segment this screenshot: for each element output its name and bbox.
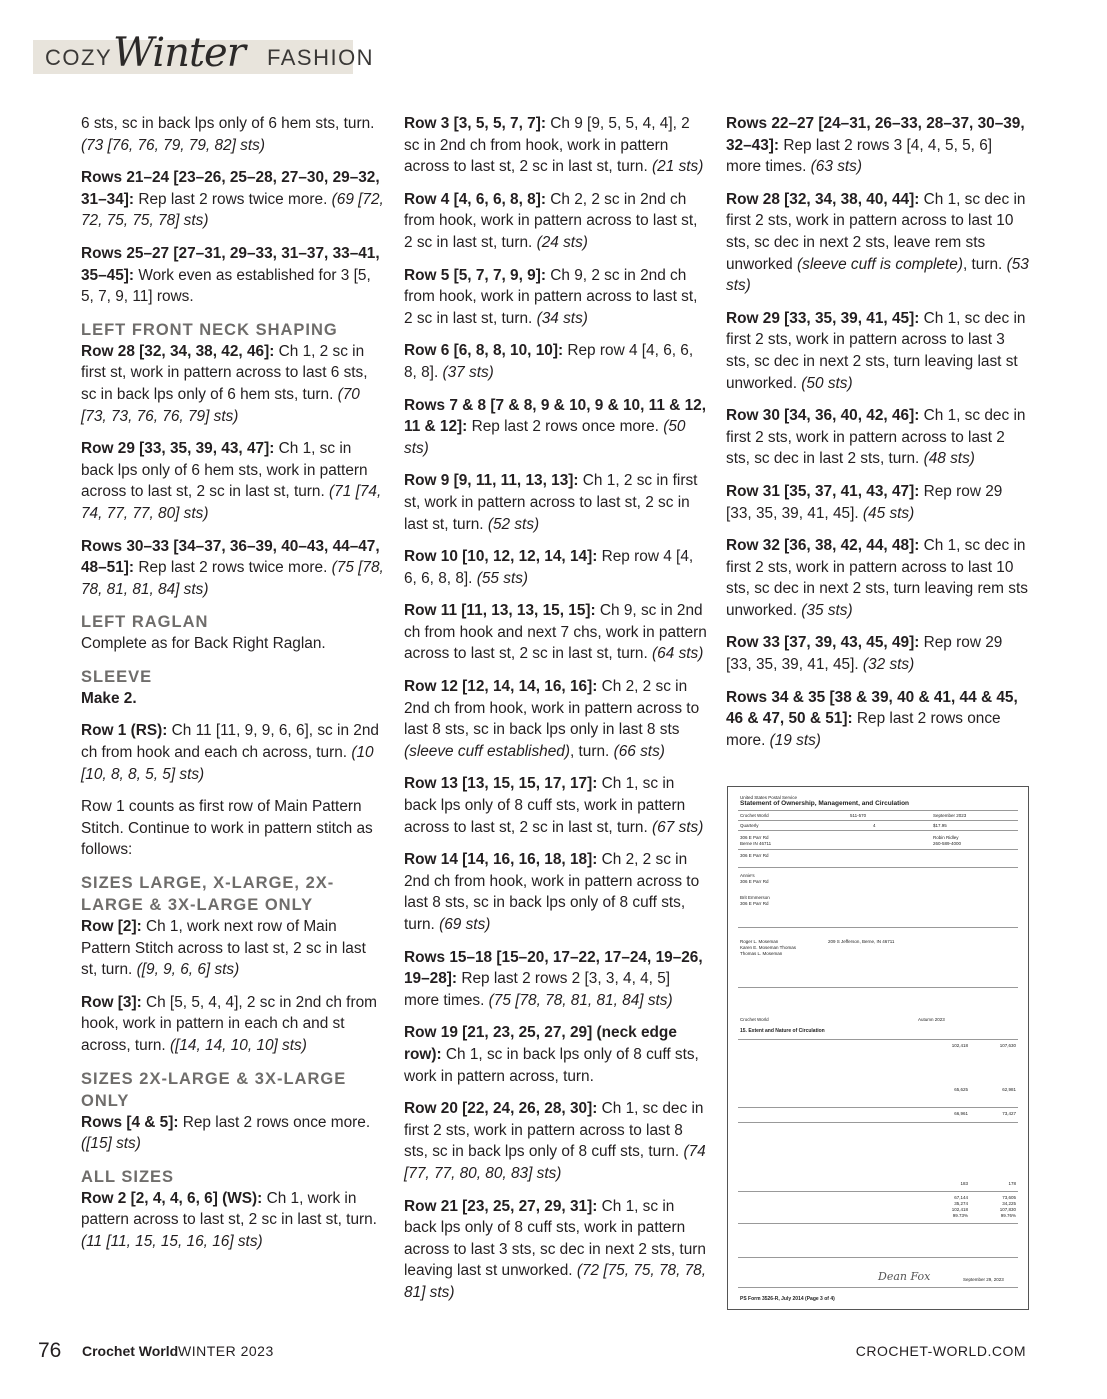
form-hq-address: 306 E Parr Rd: [740, 853, 769, 858]
form-contact: Robin Ridley: [933, 835, 959, 840]
form-owner-address: 209 S Jefferson, Berne, IN 46711: [828, 939, 895, 944]
stitch-count: (69 [72, 72, 75, 75, 78] sts): [81, 190, 384, 230]
stitch-count: (sleeve cuff established): [404, 742, 570, 760]
section-heading: ALL SIZES: [81, 1167, 175, 1186]
row-label: Row 20 [22, 24, 26, 28, 30]:: [404, 1100, 598, 1118]
row-label: Rows 15–18 [15–20, 17–22, 17–24, 19–26, 19–28]:: [404, 948, 703, 988]
stitch-count: (67 sts): [652, 818, 704, 836]
pattern-row: [726, 113, 1031, 178]
row-text: Rep last 2 rows twice more.: [134, 190, 332, 208]
stitch-count: (45 sts): [862, 504, 915, 522]
stitch-count: (10 [10, 8, 8, 5, 5] sts): [81, 744, 374, 783]
form-id: PS Form 3526-R, July 2014 (Page 3 of 4): [740, 1296, 835, 1302]
website: CROCHET-WORLD.COM: [855, 1343, 1026, 1359]
stitch-count: (sleeve cuff is complete): [797, 255, 963, 273]
pct-2: 99.76%: [1000, 1213, 1016, 1218]
pattern-row: [404, 676, 709, 762]
stitch-count: (32 sts): [862, 656, 915, 674]
form-owner-1: Roger L. Moseman: [740, 939, 779, 944]
form-pub-number: 511-570: [850, 813, 867, 818]
stitch-count: (19 sts): [769, 731, 821, 749]
form-filing-date: September 2023: [933, 813, 967, 818]
row-text: Row 1 counts as first row of Main Pattern Stitch. Continue to work in pattern stitch as follows:: [81, 798, 373, 859]
stitch-count: (75 [78, 78, 81, 81, 84] sts): [488, 991, 673, 1009]
row-text: Ch 1, sc in back lps only of 8 cuff sts, work in pattern across to last st, 2 sc in last st, turn.: [404, 775, 686, 836]
banner-winter: Winter: [113, 30, 245, 76]
column-3: [726, 113, 1031, 762]
row-text: Ch 1, work next row of Main Pattern Stitch across to last st, 2 sc in last st, turn.: [81, 918, 366, 979]
row-text: Rep last 2 rows once more.: [467, 418, 664, 436]
pattern-row: [81, 1188, 386, 1253]
row-text: Ch 11 [11, 9, 9, 6, 6], sc in 2nd ch from hook and each ch across, turn.: [81, 722, 379, 762]
row-label: Rows 30–33 [34–37, 36–39, 40–43, 44–47, 48–51]:: [81, 537, 380, 577]
row-text: Rep row 4 [4, 6, 6, 8, 8].: [404, 548, 694, 587]
num-g-1: 102,418: [951, 1207, 968, 1212]
num-e-2: 73,605: [1002, 1195, 1016, 1200]
pattern-row: [81, 438, 386, 524]
row-text: Ch 1, sc dec in first 2 sts, work in pattern across to last 2 sts, sc dec in last 2 sts, turn.: [726, 407, 1026, 468]
form-pub-title: Crochet World: [740, 813, 769, 818]
pattern-row: [404, 600, 709, 665]
row-label: Row 9 [9, 11, 11, 13, 13]:: [404, 472, 579, 490]
num-b-1: 65,625: [954, 1087, 968, 1092]
row-text: Rep last 2 rows 3 [4, 4, 5, 5, 6] more times.: [726, 136, 993, 176]
pattern-row: [726, 687, 1031, 752]
pattern-row: [81, 796, 386, 861]
pattern-row: [404, 395, 709, 460]
column-2: [404, 113, 709, 1315]
form-issues: 4: [873, 823, 876, 828]
stitch-count: (50 sts): [801, 374, 853, 392]
pattern-row: [81, 243, 386, 308]
row-label: Row 6 [6, 8, 8, 10, 10]:: [404, 342, 564, 360]
form-sig-date: September 29, 2023: [963, 1277, 1004, 1282]
row-text: Ch 2, 2 sc in 2nd ch from hook, work in pattern across to last 8 sts, sc in back lps only in last 8 sts: [404, 678, 700, 739]
pattern-row: [81, 341, 386, 427]
num-c-1: 66,961: [954, 1111, 968, 1116]
row-label: Rows 34 & 35 [38 & 39, 40 & 41, 44 & 45, 46 & 47, 50 & 51]:: [726, 688, 1018, 728]
num-c-2: 73,427: [1002, 1111, 1016, 1116]
row-text: 6 sts, sc in back lps only of 6 hem sts, turn.: [81, 115, 375, 132]
column-1: [81, 113, 386, 1264]
row-label: Rows 22–27 [24–31, 26–33, 28–37, 30–39, 32–43]:: [726, 115, 1025, 154]
row-text: Rep last 2 rows once more.: [178, 1113, 371, 1131]
num-d-2: 178: [1008, 1181, 1016, 1186]
row-text: Ch 1, sc dec in first 2 sts, work in pattern across to last 10 sts, sc dec in next 2 sts, turn leaving rem sts unworked.: [726, 537, 1028, 619]
pattern-row: [726, 481, 1031, 524]
pattern-row: [404, 773, 709, 838]
pattern-row: [726, 189, 1031, 297]
pattern-row: [404, 1196, 709, 1304]
row-text: Rep row 29 [33, 35, 39, 41, 45].: [726, 482, 1003, 522]
stitch-count: ([15] sts): [81, 1135, 141, 1153]
row-text: Rep row 29 [33, 35, 39, 41, 45].: [726, 634, 1003, 674]
row-label: Row 14 [14, 16, 16, 18, 18]:: [404, 851, 598, 869]
magazine-name: Crochet World: [82, 1343, 179, 1359]
form-issue-date: Autumn 2023: [918, 1017, 945, 1022]
row-label: Row 28 [32, 34, 38, 42, 46]:: [81, 342, 275, 360]
section-heading: SIZES LARGE, X-LARGE, 2X-LARGE & 3X-LARGE ONLY: [81, 874, 335, 915]
issue-name: WINTER 2023: [178, 1343, 274, 1359]
pattern-row: [81, 916, 386, 981]
stitch-count: (73 [76, 76, 79, 79, 82] sts): [81, 136, 265, 154]
stitch-count: (50 sts): [404, 418, 686, 457]
stitch-count: (52 sts): [487, 515, 540, 533]
row-label: Row 11 [11, 13, 13, 15, 15]:: [404, 602, 596, 620]
pattern-row: [726, 632, 1031, 675]
banner-cozy: COZY: [45, 45, 113, 70]
pattern-row: [404, 1022, 709, 1087]
row-text: Ch 1, sc dec in first 2 sts, work in pattern across to last 10 sts, sc dec in next 2 sts, leave rem sts unworked: [726, 190, 1026, 273]
page-number: 76: [38, 1339, 62, 1362]
row-text: Ch 1, 2 sc in first st, work in pattern across to last st, 2 sc in last st, turn.: [404, 472, 698, 533]
form-frequency: Quarterly: [740, 823, 759, 828]
form-phone: 260-589-4000: [933, 841, 962, 846]
row-label: Row 30 [34, 36, 40, 42, 46]:: [726, 407, 920, 425]
row-text: Complete as for Back Right Raglan.: [81, 635, 326, 653]
stitch-count: (11 [11, 15, 15, 16, 16] sts): [81, 1232, 263, 1250]
stitch-count: (71 [74, 74, 77, 77, 80] sts): [81, 483, 382, 522]
row-text: Ch 1, sc in back lps only of 6 hem sts, work in pattern across to last st, 2 sc in last st, turn.: [81, 440, 368, 501]
pattern-row: [726, 308, 1031, 394]
row-text: Rep last 2 rows 2 [3, 3, 4, 4, 5] more times.: [404, 970, 671, 1009]
row-text: Rep last 2 rows twice more.: [134, 559, 332, 577]
pattern-row: [81, 720, 386, 785]
banner-fashion: FASHION: [267, 45, 375, 70]
section-heading: SIZES 2X-LARGE & 3X-LARGE ONLY: [81, 1069, 347, 1110]
row-label: Row 12 [12, 14, 14, 16, 16]:: [404, 678, 598, 696]
row-label: Row 29 [33, 35, 39, 41, 45]:: [726, 309, 920, 327]
pct-1: 99.73%: [952, 1213, 968, 1218]
pattern-row: [81, 1112, 386, 1155]
pattern-row: [81, 536, 386, 601]
form-editor: Brit Emmerson: [740, 895, 770, 900]
row-text: Work even as established for 3 [5, 5, 7, 9, 11] rows.: [81, 266, 371, 306]
row-text: Ch 1, sc in back lps only of 8 cuff sts, work in pattern across to last 3 sts, sc dec in next 2 sts, turn leaving last st unworked.: [404, 1197, 706, 1280]
stitch-count: (70 [73, 73, 76, 76, 79] sts): [81, 385, 360, 425]
pattern-row: [404, 113, 709, 178]
row-label: Row 29 [33, 35, 39, 43, 47]:: [81, 440, 275, 458]
row-text: Ch 9, 2 sc in 2nd ch from hook, work in pattern across to last st, 2 sc in last st, turn.: [404, 266, 698, 327]
stitch-count: (64 sts): [652, 645, 704, 663]
row-text: Ch 1, work in pattern across to last st, 2 sc in last st, turn.: [81, 1189, 377, 1229]
pattern-row: [404, 265, 709, 330]
row-label: Row 32 [36, 38, 42, 44, 48]:: [726, 537, 920, 555]
pattern-row: [81, 633, 386, 655]
row-label: Row 4 [4, 6, 6, 8, 8]:: [404, 190, 546, 208]
row-label: Row 3 [3, 5, 5, 7, 7]:: [404, 115, 546, 132]
row-text: , turn.: [962, 255, 1007, 273]
row-label: Row [3]:: [81, 993, 142, 1011]
section-heading: LEFT RAGLAN: [81, 613, 209, 632]
num-f-2: 34,225: [1002, 1201, 1016, 1206]
num-a-2: 107,630: [999, 1043, 1016, 1048]
row-label: Row 21 [23, 25, 27, 29, 31]:: [404, 1197, 598, 1215]
row-label: Row 33 [37, 39, 43, 45, 49]:: [726, 634, 920, 652]
num-b-2: 62,981: [1002, 1087, 1016, 1092]
form-publisher: Annie's: [740, 873, 755, 878]
instruction-note: Make 2.: [81, 689, 137, 707]
form-owner-3: Thomas L. Moseman: [740, 951, 783, 956]
section-banner: [33, 30, 375, 76]
row-text: Ch [5, 5, 4, 4], 2 sc in 2nd ch from hook, work in pattern in each ch and st across, turn.: [81, 993, 377, 1054]
num-f-1: 35,274: [954, 1201, 968, 1206]
pattern-row: [81, 113, 386, 156]
num-g-2: 107,830: [999, 1207, 1016, 1212]
ownership-statement-form: [727, 786, 1029, 1310]
num-a-1: 102,418: [951, 1043, 968, 1048]
pattern-row: [404, 947, 709, 1012]
form-address: 306 E Parr Rd: [740, 835, 769, 840]
row-label: Row 5 [5, 7, 7, 9, 9]:: [404, 266, 546, 284]
stitch-count: (74 [77, 77, 80, 80, 83] sts): [404, 1143, 706, 1182]
row-text: Ch 9, sc in 2nd ch from hook and next 7 chs, work in pattern across to last st, 2 sc in last st, turn.: [404, 602, 707, 663]
stitch-count: (35 sts): [801, 601, 853, 619]
pattern-row: [404, 849, 709, 935]
row-text: Rep last 2 rows once more.: [726, 710, 1001, 749]
stitch-count: (34 sts): [536, 309, 588, 327]
row-text: Ch 1, 2 sc in first st, work in pattern across to last 6 sts, sc in back lps only of 6 hem sts, turn.: [81, 342, 368, 403]
stitch-count: (75 [78, 78, 81, 81, 84] sts): [81, 559, 384, 598]
stitch-count: (48 sts): [923, 450, 975, 468]
form-city: Berne IN 46711: [740, 841, 772, 846]
row-text: , turn.: [569, 742, 614, 760]
row-label: Row [2]:: [81, 918, 142, 936]
row-text: Ch 9 [9, 5, 5, 4, 4], 2 sc in 2nd ch from hook, work in pattern across to last st, 2 sc in last st, turn.: [404, 115, 690, 176]
form-extent: 15. Extent and Nature of Circulation: [740, 1028, 825, 1034]
row-label: Row 10 [10, 12, 12, 14, 14]:: [404, 548, 598, 566]
pattern-row: [404, 546, 709, 589]
row-text: Rep row 4 [4, 6, 6, 8, 8].: [404, 342, 694, 381]
row-label: Row 2 [2, 4, 4, 6, 6] (WS):: [81, 1189, 263, 1207]
row-label: Rows 21–24 [23–26, 25–28, 27–30, 29–32, 31–34]:: [81, 169, 380, 208]
row-label: Rows 25–27 [27–31, 29–33, 31–37, 33–41, 35–45]:: [81, 244, 380, 284]
row-label: Row 1 (RS):: [81, 722, 168, 740]
pattern-row: [404, 470, 709, 535]
row-text: Ch 1, sc in back lps only of 8 cuff sts, work in pattern across, turn.: [404, 1045, 699, 1085]
stitch-count: ([9, 9, 6, 6] sts): [136, 961, 240, 979]
form-agency: United States Postal Service: [740, 795, 798, 800]
form-editor-address: 306 E Parr Rd: [740, 901, 769, 906]
section-heading: SLEEVE: [81, 667, 153, 686]
row-text: Ch 2, 2 sc in 2nd ch from hook, work in pattern across to last st, 2 sc in last st, turn.: [404, 190, 698, 251]
pattern-row: [81, 992, 386, 1057]
pattern-row: [81, 167, 386, 232]
pattern-row: [404, 340, 709, 383]
stitch-count: (69 sts): [439, 916, 491, 933]
row-label: Row 31 [35, 37, 41, 43, 47]:: [726, 482, 920, 500]
row-text: Ch 1, sc dec in first 2 sts, work in pattern across to last 3 sts, sc dec in next 2 sts, turn leaving last st unworked.: [726, 309, 1026, 392]
form-publisher-address: 306 E Parr Rd: [740, 879, 769, 884]
form-signature: Dean Fox: [878, 1270, 931, 1283]
row-label: Rows 7 & 8 [7 & 8, 9 & 10, 9 & 10, 11 & 12, 11 & 12]:: [404, 396, 706, 436]
stitch-count: (55 sts): [476, 569, 529, 587]
form-title: Statement of Ownership, Management, and Circulation: [740, 800, 910, 807]
pattern-row: [404, 189, 709, 254]
form-pub-title-2: Crochet World: [740, 1017, 769, 1022]
stitch-count: (24 sts): [536, 233, 588, 251]
form-price: $17.95: [933, 823, 947, 828]
stitch-count: (63 sts): [810, 158, 862, 176]
form-owner-2: Karen E. Moseman Thomas: [740, 945, 796, 950]
stitch-count: (72 [75, 75, 78, 78, 81] sts): [404, 1262, 707, 1301]
stitch-count: (37 sts): [442, 363, 494, 381]
row-text: Ch 1, sc dec in first 2 sts, work in pattern across to last 8 sts, sc in back lps only of 8 cuff sts, turn.: [404, 1100, 704, 1161]
row-label: Rows [4 & 5]:: [81, 1113, 179, 1131]
row-label: Row 19 [21, 23, 25, 27, 29] (neck edge row):: [404, 1024, 677, 1063]
stitch-count: ([14, 14, 10, 10] sts): [169, 1037, 307, 1054]
section-heading: LEFT FRONT NECK SHAPING: [81, 320, 338, 339]
stitch-count: (66 sts): [613, 742, 665, 760]
row-text: Ch 2, 2 sc in 2nd ch from hook, work in pattern across to last 8 sts, sc in back lps only of 8 cuff sts, turn.: [404, 851, 700, 933]
num-d-1: 183: [960, 1181, 968, 1186]
num-e-1: 67,144: [954, 1195, 968, 1200]
pattern-row: [726, 535, 1031, 621]
row-label: Row 13 [13, 15, 15, 17, 17]:: [404, 775, 598, 793]
pattern-row: [726, 405, 1031, 470]
pattern-row: [404, 1098, 709, 1184]
row-label: Row 28 [32, 34, 38, 40, 44]:: [726, 190, 920, 208]
stitch-count: (53 sts): [726, 255, 1029, 295]
stitch-count: (21 sts): [652, 158, 704, 176]
